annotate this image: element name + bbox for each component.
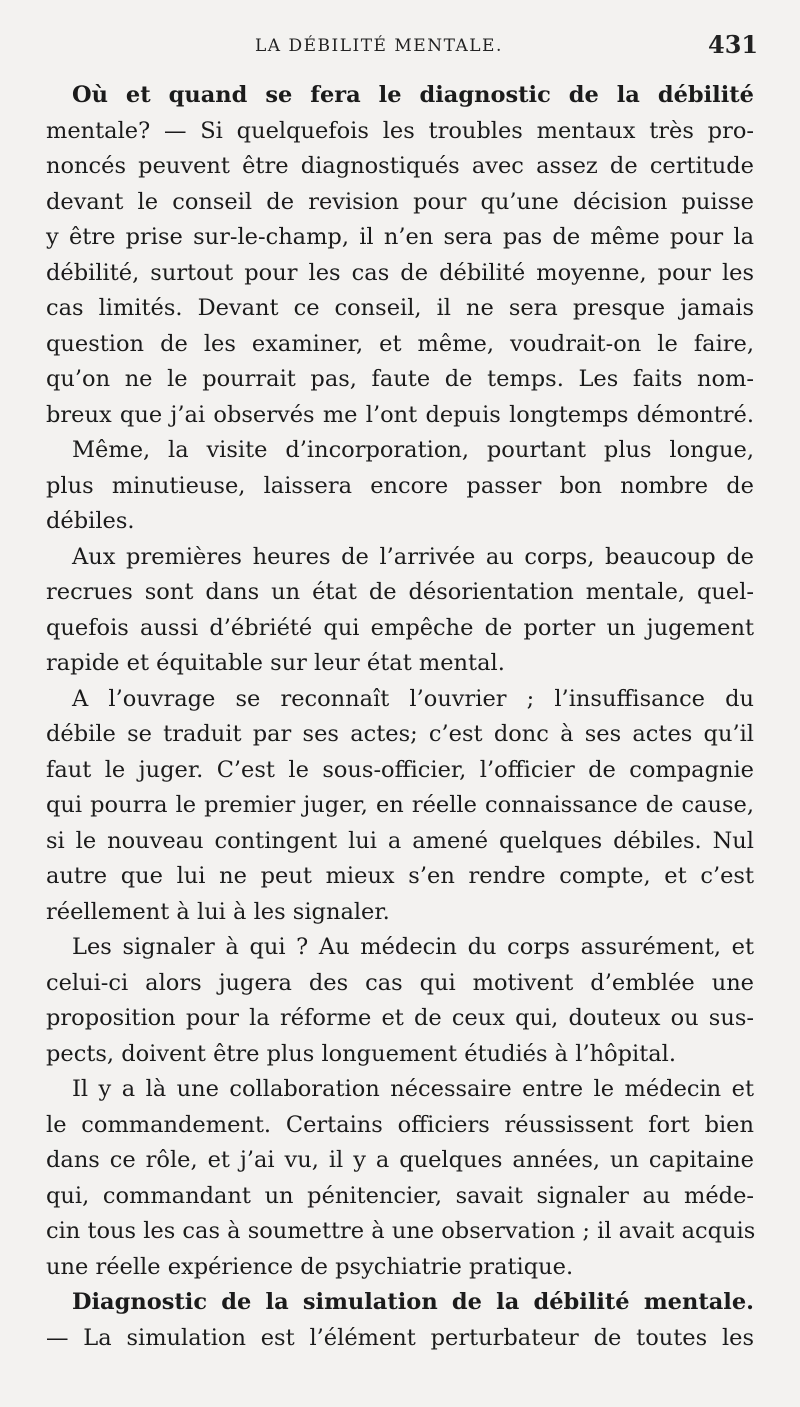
section-heading-line: Où et quand se fera le diagnostic de la débilité	[72, 82, 754, 108]
text-line: Aux premières heures de l’arrivée au corps, beaucoup de	[72, 543, 754, 570]
text-line: faut le juger. C’est le sous-officier, l’officier de compagnie	[46, 756, 754, 783]
text-line: cas limités. Devant ce conseil, il ne sera presque jamais	[46, 295, 754, 321]
text-line: rapide et équitable sur leur état mental.	[46, 650, 505, 676]
text-line: cin tous les cas à soumettre à une observation ; il avait acquis	[46, 1218, 756, 1244]
text-line: si le nouveau contingent lui a amené quelques débiles. Nul	[46, 827, 754, 854]
text-line: — La simulation est l’élément perturbateur de toutes les	[46, 1324, 754, 1351]
text-line: qu’on ne le pourrait pas, faute de temps. Les faits nom-	[46, 366, 754, 392]
text-line: quefois aussi d’ébriété qui empêche de porter un jugement	[46, 614, 754, 641]
text-line: question de les examiner, et même, voudrait-on le faire,	[46, 330, 754, 357]
text-line: noncés peuvent être diagnostiqués avec assez de certitude	[46, 153, 754, 179]
text-line: débile se traduit par ses actes; c’est donc à ses actes qu’il	[46, 721, 754, 747]
text-line: proposition pour la réforme et de ceux qui, douteux ou sus-	[46, 1005, 754, 1031]
text-line: qui, commandant un pénitencier, savait signaler au méde-	[46, 1182, 754, 1209]
text-line: Même, la visite d’incorporation, pourtant plus longue,	[72, 437, 754, 463]
body-text	[46, 78, 754, 1356]
running-title: LA DÉBILITÉ MENTALE.	[255, 36, 503, 56]
text-line: qui pourra le premier juger, en réelle connaissance de cause,	[46, 792, 754, 818]
text-line: réellement à lui à les signaler.	[46, 898, 390, 925]
text-line: devant le conseil de revision pour qu’une décision puisse	[46, 188, 754, 215]
text-line: celui-ci alors jugera des cas qui motivent d’emblée une	[46, 969, 754, 996]
text-line: mentale? — Si quelquefois les troubles mentaux très pro-	[46, 117, 754, 144]
text-line: recrues sont dans un état de désorientation mentale, quel-	[46, 579, 754, 605]
text-line: une réelle expérience de psychiatrie pratique.	[46, 1253, 574, 1280]
section-heading-line: Diagnostic de la simulation de la débilité mentale.	[72, 1289, 754, 1315]
text-line: plus minutieuse, laissera encore passer bon nombre de	[46, 472, 754, 499]
text-line: Les signaler à qui ? Au médecin du corps assurément, et	[72, 934, 754, 960]
text-line: débilité, surtout pour les cas de débilité moyenne, pour les	[46, 259, 754, 286]
running-head	[0, 30, 800, 70]
text-line: y être prise sur-le-champ, il n’en sera pas de même pour la	[46, 224, 754, 250]
text-line: breux que j’ai observés me l’ont depuis longtemps démontré.	[46, 401, 754, 428]
text-line: Il y a là une collaboration nécessaire entre le médecin et	[72, 1076, 754, 1102]
text-line: A l’ouvrage se reconnaît l’ouvrier ; l’insuffisance du	[72, 685, 754, 712]
text-line: débiles.	[46, 508, 135, 534]
page-number: 431	[708, 30, 759, 59]
text-line: autre que lui ne peut mieux s’en rendre compte, et c’est	[46, 863, 754, 889]
text-line: dans ce rôle, et j’ai vu, il y a quelques années, un capitaine	[46, 1147, 754, 1173]
text-line: pects, doivent être plus longuement étudiés à l’hôpital.	[46, 1040, 677, 1067]
text-line: le commandement. Certains officiers réussissent fort bien	[46, 1111, 754, 1138]
